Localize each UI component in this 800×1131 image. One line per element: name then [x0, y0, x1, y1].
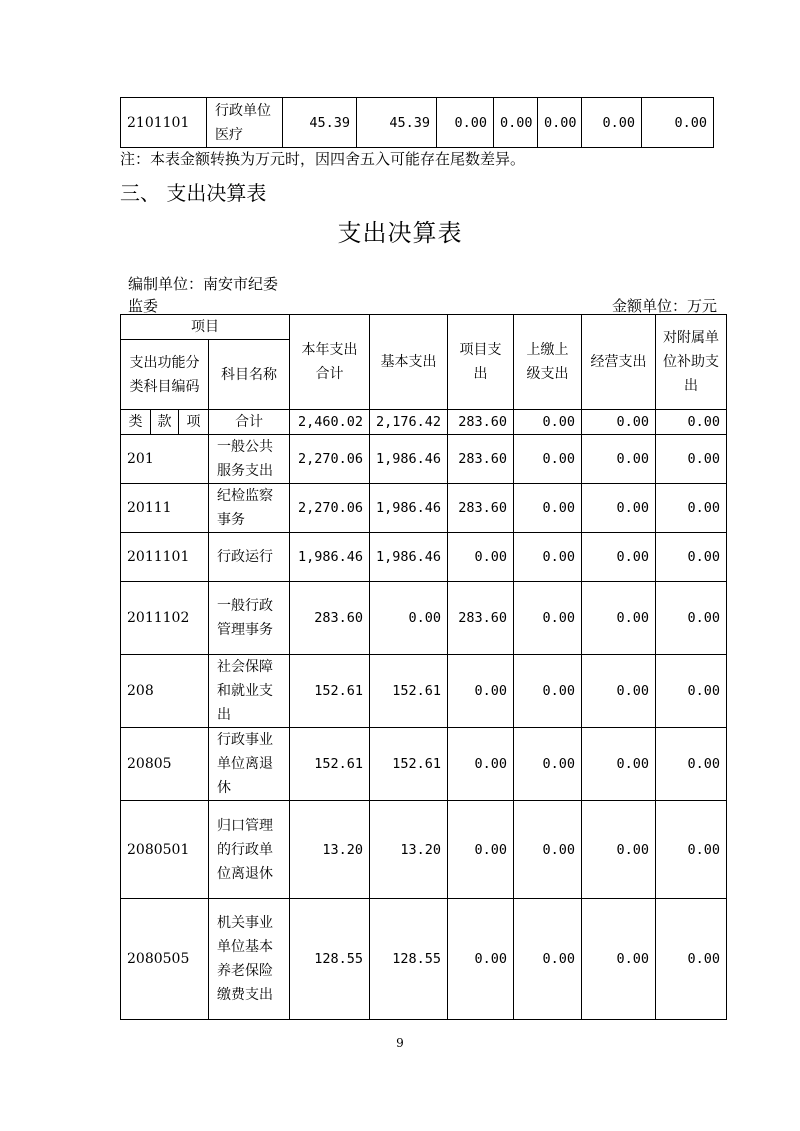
header-xiang: 项 [179, 410, 209, 435]
row-code: 2080505 [121, 899, 209, 1020]
cell-value: 1,986.46 [370, 484, 448, 533]
cell-value: 0.00 [656, 582, 727, 655]
header-project: 项目 [121, 315, 290, 340]
cell-value: 2,270.06 [290, 435, 370, 484]
cell-value: 0.00 [514, 410, 582, 435]
row-name: 归口管理的行政单位离退休 [209, 801, 290, 899]
cell-value: 0.00 [514, 655, 582, 728]
table-title: 支出决算表 [337, 219, 463, 247]
table-row [121, 801, 727, 899]
cell-value: 2,176.42 [370, 410, 448, 435]
cell-value: 13.20 [290, 801, 370, 899]
header-business: 经营支出 [582, 315, 656, 410]
total-row [121, 410, 727, 435]
cell-value: 1,986.46 [370, 435, 448, 484]
row-code: 2011102 [121, 582, 209, 655]
row-name: 机关事业单位基本养老保险缴费支出 [209, 899, 290, 1020]
row-code: 201 [121, 435, 209, 484]
cell-value: 283.60 [290, 582, 370, 655]
cell-value: 0.00 [642, 98, 714, 148]
cell-value: 0.00 [448, 655, 514, 728]
compiler-label-cont: 监委 [128, 297, 159, 315]
cell-value: 0.00 [514, 484, 582, 533]
cell-value: 0.00 [656, 484, 727, 533]
cell-value: 0.00 [656, 728, 727, 801]
header-func-code: 支出功能分类科目编码 [121, 340, 209, 410]
expenditure-table [120, 314, 727, 1020]
table-row [121, 728, 727, 801]
cell-value: 0.00 [582, 582, 656, 655]
cell-value: 152.61 [290, 728, 370, 801]
cell-value: 0.00 [656, 533, 727, 582]
header-subject-name: 科目名称 [209, 340, 290, 410]
cell-value: 0.00 [582, 533, 656, 582]
header-project-exp: 项目支出 [448, 315, 514, 410]
table-row [121, 582, 727, 655]
row-code: 208 [121, 655, 209, 728]
cell-value: 0.00 [582, 899, 656, 1020]
compiler-label: 编制单位：南安市纪委 [128, 275, 279, 293]
cell-value: 0.00 [656, 410, 727, 435]
cell-value: 152.61 [370, 728, 448, 801]
row-name: 一般公共服务支出 [209, 435, 290, 484]
amount-unit: 金额单位：万元 [611, 297, 717, 315]
cell-value: 0.00 [514, 582, 582, 655]
cell-value: 0.00 [437, 98, 494, 148]
cell-value: 283.60 [448, 582, 514, 655]
table-note: 注：本表金额转换为万元时，因四舍五入可能存在尾数差异。 [120, 150, 526, 168]
cell-value: 45.39 [357, 98, 437, 148]
cell-value: 0.00 [582, 435, 656, 484]
header-total: 本年支出合计 [290, 315, 370, 410]
row-name: 行政事业单位离退休 [209, 728, 290, 801]
cell-value: 0.00 [656, 899, 727, 1020]
cell-value: 2,460.02 [290, 410, 370, 435]
cell-value: 0.00 [370, 582, 448, 655]
table-row [121, 98, 714, 148]
header-upper: 上缴上级支出 [514, 315, 582, 410]
cell-value: 0.00 [656, 801, 727, 899]
row-code: 2080501 [121, 801, 209, 899]
cell-value: 0.00 [538, 98, 582, 148]
cell-value: 0.00 [448, 728, 514, 801]
cell-value: 0.00 [656, 435, 727, 484]
cell-value: 0.00 [514, 728, 582, 801]
cell-value: 0.00 [514, 435, 582, 484]
total-label: 合计 [209, 410, 290, 435]
continuation-table [120, 97, 714, 148]
header-basic: 基本支出 [370, 315, 448, 410]
cell-value: 0.00 [656, 655, 727, 728]
header-kuan: 款 [151, 410, 179, 435]
cell-value: 0.00 [582, 655, 656, 728]
cell-value: 128.55 [370, 899, 448, 1020]
table-row [121, 533, 727, 582]
row-name: 社会保障和就业支出 [209, 655, 290, 728]
section-title: 三、 支出决算表 [120, 181, 267, 205]
cell-value: 0.00 [514, 899, 582, 1020]
cell-value: 0.00 [582, 801, 656, 899]
row-code: 20805 [121, 728, 209, 801]
row-code: 20111 [121, 484, 209, 533]
row-code: 2011101 [121, 533, 209, 582]
cell-value: 0.00 [494, 98, 538, 148]
header-lei: 类 [121, 410, 151, 435]
cell-value: 0.00 [514, 801, 582, 899]
table-row [121, 655, 727, 728]
cell-value: 128.55 [290, 899, 370, 1020]
cell-value: 152.61 [370, 655, 448, 728]
table-row [121, 435, 727, 484]
cell-value: 0.00 [514, 533, 582, 582]
cell-value: 45.39 [283, 98, 357, 148]
cell-value: 0.00 [582, 410, 656, 435]
cell-value: 1,986.46 [290, 533, 370, 582]
row-name: 行政运行 [209, 533, 290, 582]
cell-value: 0.00 [582, 484, 656, 533]
header-subsidiary: 对附属单位补助支出 [656, 315, 727, 410]
row-name: 纪检监察事务 [209, 484, 290, 533]
cell-value: 0.00 [448, 801, 514, 899]
cell-value: 0.00 [448, 899, 514, 1020]
cell-value: 283.60 [448, 484, 514, 533]
table-row [121, 484, 727, 533]
row-name: 一般行政管理事务 [209, 582, 290, 655]
cell-value: 2,270.06 [290, 484, 370, 533]
row-code: 2101101 [121, 98, 207, 148]
cell-value: 152.61 [290, 655, 370, 728]
table-row [121, 899, 727, 1020]
cell-value: 283.60 [448, 435, 514, 484]
row-name: 行政单位医疗 [207, 98, 283, 148]
cell-value: 1,986.46 [370, 533, 448, 582]
cell-value: 283.60 [448, 410, 514, 435]
cell-value: 0.00 [448, 533, 514, 582]
cell-value: 0.00 [582, 98, 642, 148]
cell-value: 13.20 [370, 801, 448, 899]
cell-value: 0.00 [582, 728, 656, 801]
header-row [121, 315, 727, 340]
page-number: 9 [396, 1036, 404, 1050]
